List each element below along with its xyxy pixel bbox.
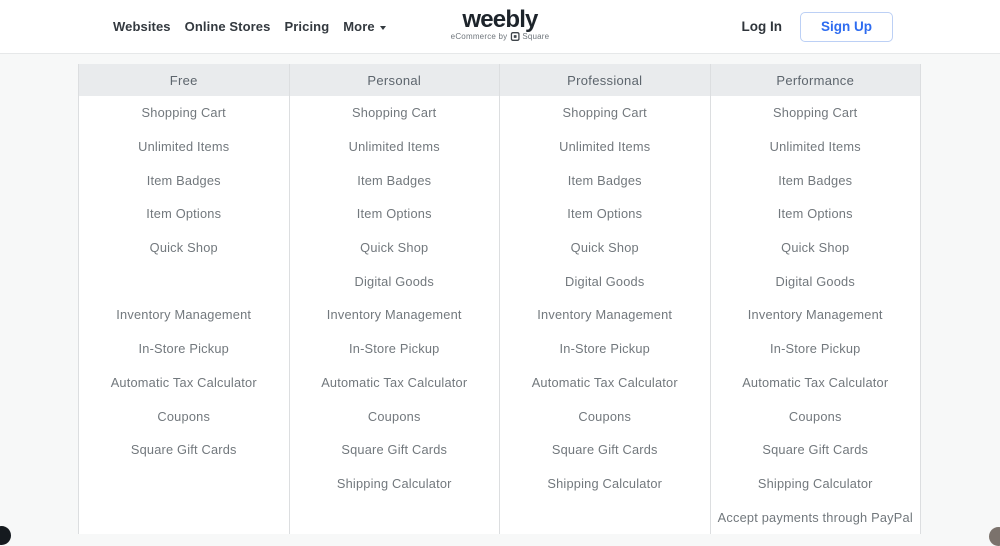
- feature-cell: In-Store Pickup: [349, 341, 440, 357]
- feature-cell: Item Options: [146, 206, 222, 222]
- nav-link-more[interactable]: More: [343, 19, 385, 34]
- signup-button[interactable]: Sign Up: [800, 12, 893, 42]
- feature-cell: Inventory Management: [116, 307, 252, 323]
- feature-cell: Coupons: [367, 408, 421, 424]
- feature-cell: Inventory Management: [537, 307, 673, 323]
- feature-cell: Item Badges: [357, 172, 432, 188]
- feature-cell: Digital Goods: [775, 273, 855, 289]
- square-logo-icon: [510, 32, 519, 41]
- plan-column-header: Free: [79, 64, 289, 96]
- feature-cell: Coupons: [157, 408, 211, 424]
- feature-cell: Square Gift Cards: [341, 442, 448, 458]
- feature-cell: Unlimited Items: [348, 139, 440, 155]
- pricing-comparison-table: [78, 64, 921, 534]
- feature-cell: Quick Shop: [781, 240, 850, 256]
- feature-cell: Coupons: [578, 408, 632, 424]
- feature-cell: Item Options: [777, 206, 853, 222]
- feature-cell: Unlimited Items: [769, 139, 861, 155]
- feature-cell: In-Store Pickup: [138, 341, 229, 357]
- feature-cell: Shopping Cart: [773, 105, 858, 121]
- plan-column-personal: [289, 64, 500, 534]
- feature-cell: Digital Goods: [354, 273, 434, 289]
- feature-cell: Shipping Calculator: [547, 475, 663, 491]
- top-nav: [0, 0, 1000, 54]
- feature-cell: Item Badges: [146, 172, 221, 188]
- nav-link-pricing[interactable]: Pricing: [284, 19, 330, 34]
- logo-tagline-text: eCommerce by: [450, 32, 508, 42]
- weebly-logo[interactable]: [451, 7, 550, 41]
- feature-cell: Inventory Management: [747, 307, 883, 323]
- feature-cell: Unlimited Items: [559, 139, 651, 155]
- weebly-wordmark: weebly: [462, 6, 538, 33]
- chat-widget-corner-right[interactable]: [989, 527, 1000, 546]
- feature-cell-empty: [79, 264, 289, 298]
- login-link[interactable]: Log In: [741, 19, 782, 34]
- feature-cell-empty: [500, 500, 710, 534]
- feature-cell: Shipping Calculator: [336, 475, 452, 491]
- feature-cell: Shopping Cart: [562, 105, 647, 121]
- feature-cell-empty: [79, 500, 289, 534]
- plan-column-free: [78, 64, 289, 534]
- feature-cell: Automatic Tax Calculator: [531, 374, 678, 390]
- feature-cell: Automatic Tax Calculator: [321, 374, 468, 390]
- feature-cell: Digital Goods: [565, 273, 645, 289]
- feature-cell: Square Gift Cards: [130, 442, 237, 458]
- feature-cell: Item Badges: [778, 172, 853, 188]
- plan-column-header: Personal: [290, 64, 500, 96]
- feature-cell: Coupons: [788, 408, 842, 424]
- feature-cell: Accept payments through PayPal: [717, 509, 913, 525]
- feature-cell: Automatic Tax Calculator: [742, 374, 889, 390]
- nav-link-websites[interactable]: Websites: [113, 19, 171, 34]
- plan-column-header: Professional: [500, 64, 710, 96]
- nav-auth-group: [742, 12, 894, 42]
- feature-cell: Quick Shop: [360, 240, 429, 256]
- logo-tagline-brand: Square: [522, 32, 550, 42]
- feature-cell: Item Options: [356, 206, 432, 222]
- feature-cell: Square Gift Cards: [762, 442, 869, 458]
- feature-cell: Automatic Tax Calculator: [110, 374, 257, 390]
- feature-cell: Shopping Cart: [352, 105, 437, 121]
- feature-cell: Inventory Management: [326, 307, 462, 323]
- plan-columns: [78, 64, 921, 534]
- feature-cell: Quick Shop: [570, 240, 639, 256]
- feature-cell: Shipping Calculator: [757, 475, 873, 491]
- feature-cell-empty: [290, 500, 500, 534]
- feature-cell: Square Gift Cards: [551, 442, 658, 458]
- feature-cell: Quick Shop: [149, 240, 218, 256]
- feature-cell: Shopping Cart: [141, 105, 226, 121]
- caret-down-icon: [380, 26, 386, 30]
- plan-column-performance: [710, 64, 921, 534]
- feature-cell: Unlimited Items: [138, 139, 230, 155]
- feature-cell: Item Options: [567, 206, 643, 222]
- feature-cell-empty: [79, 467, 289, 501]
- feature-cell: In-Store Pickup: [770, 341, 861, 357]
- plan-column-professional: [499, 64, 710, 534]
- feature-cell: Item Badges: [567, 172, 642, 188]
- plan-column-header: Performance: [711, 64, 921, 96]
- feature-cell: In-Store Pickup: [559, 341, 650, 357]
- primary-nav: [113, 19, 386, 34]
- nav-link-online-stores[interactable]: Online Stores: [184, 19, 271, 34]
- logo-tagline: [451, 32, 550, 41]
